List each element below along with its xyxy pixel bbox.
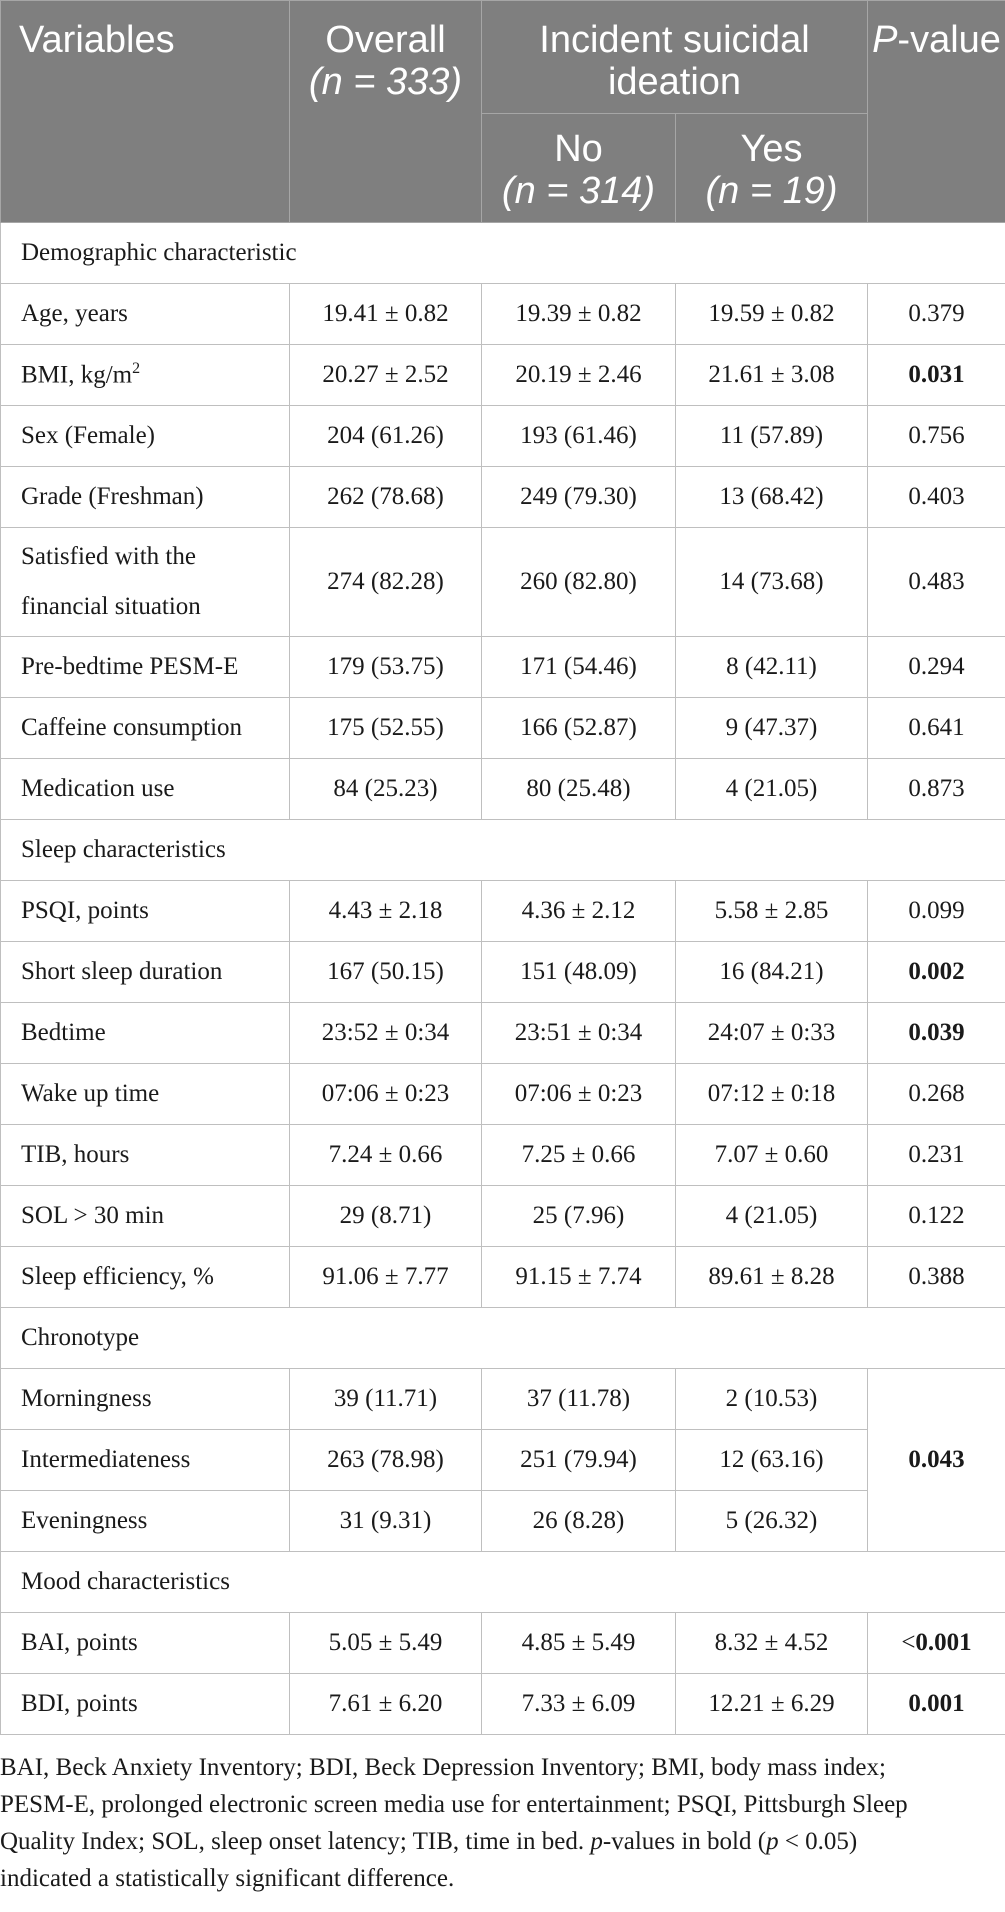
table-header <box>1 1 1005 223</box>
cell-overall: 29 (8.71) <box>290 1186 482 1247</box>
cell-no: 171 (54.46) <box>482 637 676 698</box>
footnote-line3-pre: Quality Index; SOL, sleep onset latency; TIB, time in bed. <box>0 1828 585 1855</box>
cell-overall: 23:52 ± 0:34 <box>290 1003 482 1064</box>
table-row <box>1 1491 1005 1552</box>
header-yes <box>676 114 868 223</box>
cell-overall: 39 (11.71) <box>290 1369 482 1430</box>
row-label: SOL > 30 min <box>1 1186 290 1247</box>
table-row <box>1 1613 1005 1674</box>
row-label: PSQI, points <box>1 881 290 942</box>
cell-no: 91.15 ± 7.74 <box>482 1247 676 1308</box>
table-row <box>1 698 1005 759</box>
cell-overall: 5.05 ± 5.49 <box>290 1613 482 1674</box>
cell-yes: 14 (73.68) <box>676 528 868 637</box>
header-overall <box>290 1 482 223</box>
table-row <box>1 881 1005 942</box>
row-label: Caffeine consumption <box>1 698 290 759</box>
table-row <box>1 1064 1005 1125</box>
cell-yes: 4 (21.05) <box>676 1186 868 1247</box>
row-label <box>1 345 290 406</box>
row-label: Grade (Freshman) <box>1 467 290 528</box>
cell-overall: 204 (61.26) <box>290 406 482 467</box>
footnote-line4: indicated a statistically significant difference. <box>0 1865 455 1892</box>
row-label: Short sleep duration <box>1 942 290 1003</box>
cell-p-value: 0.403 <box>868 467 1005 528</box>
section-row <box>1 1552 1005 1613</box>
bai-p-value: 0.001 <box>915 1629 972 1656</box>
cell-no: 23:51 ± 0:34 <box>482 1003 676 1064</box>
cell-yes: 12 (63.16) <box>676 1430 868 1491</box>
cell-yes: 2 (10.53) <box>676 1369 868 1430</box>
footnote-line3-mid: -values in bold ( <box>602 1828 767 1855</box>
table-row <box>1 1369 1005 1430</box>
footnote-line2: PESM-E, prolonged electronic screen media use for entertainment; PSQI, Pittsburgh Sleep <box>0 1791 908 1818</box>
cell-yes: 8 (42.11) <box>676 637 868 698</box>
row-label: BAI, points <box>1 1613 290 1674</box>
cell-p-value: 0.099 <box>868 881 1005 942</box>
row-label: Pre-bedtime PESM-E <box>1 637 290 698</box>
section-demographic: Demographic characteristic <box>1 223 1005 284</box>
cell-yes: 11 (57.89) <box>676 406 868 467</box>
cell-overall: 175 (52.55) <box>290 698 482 759</box>
section-mood: Mood characteristics <box>1 1552 1005 1613</box>
header-yes-label: Yes <box>740 128 803 170</box>
cell-overall: 07:06 ± 0:23 <box>290 1064 482 1125</box>
cell-overall: 7.24 ± 0.66 <box>290 1125 482 1186</box>
cell-overall: 84 (25.23) <box>290 759 482 820</box>
cell-no: 193 (61.46) <box>482 406 676 467</box>
table-row <box>1 1003 1005 1064</box>
cell-p-value: 0.002 <box>868 942 1005 1003</box>
cell-p-value: 0.873 <box>868 759 1005 820</box>
table-footnote <box>0 1735 1005 1897</box>
cell-yes: 07:12 ± 0:18 <box>676 1064 868 1125</box>
cell-p-value: 0.001 <box>868 1674 1005 1735</box>
table-row <box>1 637 1005 698</box>
cell-overall: 274 (82.28) <box>290 528 482 637</box>
footnote-p-italic-2: p <box>766 1828 779 1855</box>
cell-p-value-chronotype: 0.043 <box>868 1369 1005 1552</box>
cell-overall: 19.41 ± 0.82 <box>290 284 482 345</box>
cell-no: 37 (11.78) <box>482 1369 676 1430</box>
header-overall-n: (n = 333) <box>308 61 463 103</box>
cell-no: 4.85 ± 5.49 <box>482 1613 676 1674</box>
table-row <box>1 406 1005 467</box>
header-no-label: No <box>554 128 603 170</box>
cell-p-value: 0.039 <box>868 1003 1005 1064</box>
table-row <box>1 284 1005 345</box>
bai-p-lt: < <box>901 1629 916 1656</box>
row-label <box>1 528 290 637</box>
cell-overall: 263 (78.98) <box>290 1430 482 1491</box>
row-label: Medication use <box>1 759 290 820</box>
cell-no: 07:06 ± 0:23 <box>482 1064 676 1125</box>
row-label: Morningness <box>1 1369 290 1430</box>
cell-yes: 12.21 ± 6.29 <box>676 1674 868 1735</box>
section-row <box>1 1308 1005 1369</box>
cell-yes: 21.61 ± 3.08 <box>676 345 868 406</box>
cell-no: 251 (79.94) <box>482 1430 676 1491</box>
table-row <box>1 942 1005 1003</box>
cell-p-value: 0.294 <box>868 637 1005 698</box>
table-row <box>1 1186 1005 1247</box>
row-label: Sex (Female) <box>1 406 290 467</box>
cell-overall: 4.43 ± 2.18 <box>290 881 482 942</box>
cell-overall: 262 (78.68) <box>290 467 482 528</box>
cell-p-value: 0.268 <box>868 1064 1005 1125</box>
cell-yes: 9 (47.37) <box>676 698 868 759</box>
cell-yes: 16 (84.21) <box>676 942 868 1003</box>
row-label: BDI, points <box>1 1674 290 1735</box>
cell-yes: 7.07 ± 0.60 <box>676 1125 868 1186</box>
table-row <box>1 1247 1005 1308</box>
cell-p-value: 0.379 <box>868 284 1005 345</box>
header-p-rest: -value <box>897 19 1001 61</box>
cell-no: 19.39 ± 0.82 <box>482 284 676 345</box>
header-p-value <box>868 1 1005 223</box>
table-body <box>1 223 1005 1735</box>
table-row <box>1 1125 1005 1186</box>
table-row <box>1 1674 1005 1735</box>
header-no-n: (n = 314) <box>501 170 656 212</box>
section-chronotype: Chronotype <box>1 1308 1005 1369</box>
bmi-label-text: BMI, kg/m <box>21 361 133 389</box>
header-incident-suicidal-ideation: Incident suicidal ideation <box>482 1 868 114</box>
row-label: Intermediateness <box>1 1430 290 1491</box>
cell-p-value <box>868 1613 1005 1674</box>
cell-no: 166 (52.87) <box>482 698 676 759</box>
cell-yes: 89.61 ± 8.28 <box>676 1247 868 1308</box>
cell-yes: 8.32 ± 4.52 <box>676 1613 868 1674</box>
cell-no: 26 (8.28) <box>482 1491 676 1552</box>
table-row <box>1 345 1005 406</box>
cell-no: 4.36 ± 2.12 <box>482 881 676 942</box>
footnote-p-italic: p <box>590 1828 603 1855</box>
cell-yes: 13 (68.42) <box>676 467 868 528</box>
cell-p-value: 0.122 <box>868 1186 1005 1247</box>
cell-no: 20.19 ± 2.46 <box>482 345 676 406</box>
cell-no: 260 (82.80) <box>482 528 676 637</box>
footnote-line1: BAI, Beck Anxiety Inventory; BDI, Beck Depression Inventory; BMI, body mass index; <box>0 1754 886 1781</box>
header-overall-label: Overall <box>325 19 446 61</box>
cell-no: 151 (48.09) <box>482 942 676 1003</box>
section-row <box>1 820 1005 881</box>
table-row <box>1 759 1005 820</box>
cell-overall: 7.61 ± 6.20 <box>290 1674 482 1735</box>
finance-label-line1: Satisfied with the <box>21 543 196 570</box>
row-label: TIB, hours <box>1 1125 290 1186</box>
header-yes-n: (n = 19) <box>705 170 838 212</box>
row-label: Eveningness <box>1 1491 290 1552</box>
cell-yes: 19.59 ± 0.82 <box>676 284 868 345</box>
cell-no: 7.33 ± 6.09 <box>482 1674 676 1735</box>
cell-no: 80 (25.48) <box>482 759 676 820</box>
cell-yes: 24:07 ± 0:33 <box>676 1003 868 1064</box>
cell-yes: 5 (26.32) <box>676 1491 868 1552</box>
section-row <box>1 223 1005 284</box>
cell-p-value: 0.641 <box>868 698 1005 759</box>
cell-overall: 31 (9.31) <box>290 1491 482 1552</box>
section-sleep: Sleep characteristics <box>1 820 1005 881</box>
bmi-superscript: 2 <box>132 360 141 378</box>
cell-p-value: 0.031 <box>868 345 1005 406</box>
table-row <box>1 467 1005 528</box>
cell-p-value: 0.388 <box>868 1247 1005 1308</box>
row-label: Bedtime <box>1 1003 290 1064</box>
table-row <box>1 528 1005 637</box>
cell-overall: 179 (53.75) <box>290 637 482 698</box>
header-p-italic: P <box>872 19 898 61</box>
row-label: Wake up time <box>1 1064 290 1125</box>
finance-label-line2: financial situation <box>21 593 201 620</box>
cell-overall: 20.27 ± 2.52 <box>290 345 482 406</box>
cell-yes: 4 (21.05) <box>676 759 868 820</box>
cell-overall: 91.06 ± 7.77 <box>290 1247 482 1308</box>
cell-no: 249 (79.30) <box>482 467 676 528</box>
cell-overall: 167 (50.15) <box>290 942 482 1003</box>
row-label: Age, years <box>1 284 290 345</box>
cell-p-value: 0.483 <box>868 528 1005 637</box>
cell-yes: 5.58 ± 2.85 <box>676 881 868 942</box>
table-row <box>1 1430 1005 1491</box>
cell-no: 7.25 ± 0.66 <box>482 1125 676 1186</box>
header-variables: Variables <box>1 1 290 223</box>
cell-p-value: 0.231 <box>868 1125 1005 1186</box>
header-no <box>482 114 676 223</box>
cell-no: 25 (7.96) <box>482 1186 676 1247</box>
cell-p-value: 0.756 <box>868 406 1005 467</box>
row-label: Sleep efficiency, % <box>1 1247 290 1308</box>
footnote-line3-post: < 0.05) <box>778 1828 858 1855</box>
